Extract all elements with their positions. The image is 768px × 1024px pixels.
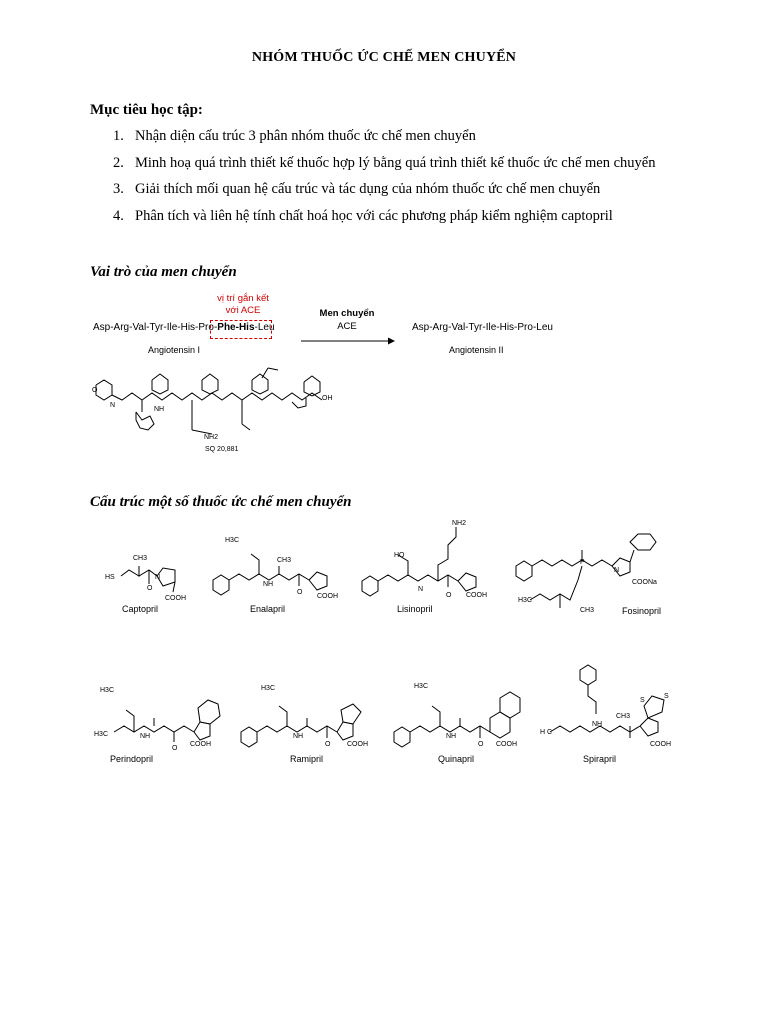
drug-label-perindopril: Perindopril: [110, 754, 154, 764]
svg-text:COOH: COOH: [650, 741, 671, 748]
enzyme-label: Men chuyển ACE: [319, 308, 375, 332]
objectives-list: [113, 128, 655, 234]
svg-text:O: O: [172, 745, 178, 752]
svg-text:CH3: CH3: [580, 607, 595, 612]
svg-text:H3C: H3C: [261, 685, 276, 692]
spirapril-structure: [540, 662, 690, 758]
svg-text:CH3: CH3: [616, 713, 631, 720]
svg-text:COOH: COOH: [190, 741, 211, 748]
drug-label-captopril: Captopril: [122, 604, 159, 614]
objective-item: 1. Nhận diện cấu trúc 3 phân nhóm thuốc ức chế men chuyển: [113, 128, 476, 144]
svg-text:H3C: H3C: [100, 687, 115, 694]
svg-text:NH: NH: [592, 721, 603, 728]
angiotensin-1-label: Angiotensin I: [148, 345, 201, 355]
drug-label-spirapril: Spirapril: [583, 754, 617, 764]
svg-text:S: S: [664, 693, 669, 700]
svg-text:H3C: H3C: [518, 597, 533, 604]
svg-text:HO: HO: [394, 552, 405, 559]
binding-site-note: vị trí gắn kết với ACE: [217, 293, 269, 316]
angiotensin-2-sequence: Asp-Arg-Val-Tyr-Ile-His-Pro-Leu: [412, 322, 553, 333]
peptide-nh2-label: NH2: [204, 434, 219, 441]
drug-label-fosinopril: Fosinopril: [622, 606, 662, 616]
svg-text:P: P: [580, 559, 585, 566]
page-title: NHÓM THUỐC ỨC CHẾ MEN CHUYỂN: [251, 50, 517, 65]
svg-text:NH: NH: [293, 733, 304, 740]
svg-text:O: O: [325, 741, 331, 748]
reaction-arrow: [300, 335, 396, 347]
objective-item: 4. Phân tích và liên hệ tính chất hoá học với các phương pháp kiểm nghiệm captopril: [113, 207, 613, 224]
enalapril-structure: [205, 530, 355, 608]
peptide-n-label: N: [110, 402, 116, 409]
svg-text:COONa: COONa: [632, 579, 657, 586]
svg-text:NH2: NH2: [452, 520, 467, 527]
svg-text:COOH: COOH: [347, 741, 368, 748]
angiotensin-1-sequence: Asp-Arg-Val-Tyr-Ile-His-Pro-Phe-His-Leu: [93, 322, 275, 333]
svg-text:N: N: [155, 574, 161, 581]
svg-text:N: N: [418, 586, 424, 593]
drug-label-ramipril: Ramipril: [290, 754, 324, 764]
svg-text:COOH: COOH: [466, 592, 487, 599]
quinapril-structure: [388, 678, 538, 758]
sq20881-structure: [92, 360, 362, 460]
svg-text:NH: NH: [263, 581, 274, 588]
svg-text:NH: NH: [446, 733, 457, 740]
svg-text:COOH: COOH: [317, 593, 338, 600]
peptide-o-label: O: [92, 387, 98, 394]
svg-text:COOH: COOH: [496, 741, 517, 748]
svg-text:O: O: [446, 592, 452, 599]
svg-text:N: N: [614, 567, 620, 574]
objective-item: 3. Giải thích mối quan hệ cấu trúc và tác dụng của nhóm thuốc ức chế men chuyển: [113, 181, 601, 197]
svg-text:HS: HS: [105, 574, 115, 581]
objectives-heading: Mục tiêu học tập:: [90, 102, 203, 118]
peptide-name: SQ 20,881: [205, 446, 239, 453]
lisinopril-structure: [352, 515, 502, 607]
peptide-nh-label: NH: [154, 406, 165, 413]
fosinopril-structure: [510, 520, 685, 612]
structures-heading: Cấu trúc một số thuốc ức chế men chuyển: [90, 494, 352, 510]
perindopril-structure: [90, 680, 230, 758]
drug-label-lisinopril: Lisinopril: [397, 604, 433, 614]
svg-text:CH3: CH3: [133, 555, 148, 562]
objective-item: 2. Minh hoạ quá trình thiết kế thuốc hợp lý bằng quá trình thiết kế thuốc ức chế men chuyển: [113, 154, 656, 171]
svg-text:S: S: [640, 697, 645, 704]
svg-text:O: O: [147, 585, 153, 592]
drug-label-quinapril: Quinapril: [438, 754, 475, 764]
svg-text:H3C: H3C: [414, 683, 429, 690]
svg-text:CH3: CH3: [277, 557, 292, 564]
role-heading: Vai trò của men chuyển: [90, 264, 237, 280]
angiotensin-2-label: Angiotensin II: [449, 345, 504, 355]
ramipril-structure: [235, 680, 380, 758]
svg-text:NH: NH: [140, 733, 151, 740]
svg-text:O: O: [478, 741, 484, 748]
svg-text:O: O: [297, 589, 303, 596]
svg-text:H3C: H3C: [94, 731, 109, 738]
svg-text:COOH: COOH: [165, 595, 186, 602]
svg-text:H3C: H3C: [225, 537, 240, 544]
svg-text:H C: H C: [540, 729, 553, 736]
peptide-oh-label: OH: [322, 395, 333, 402]
drug-label-enalapril: Enalapril: [250, 604, 286, 614]
